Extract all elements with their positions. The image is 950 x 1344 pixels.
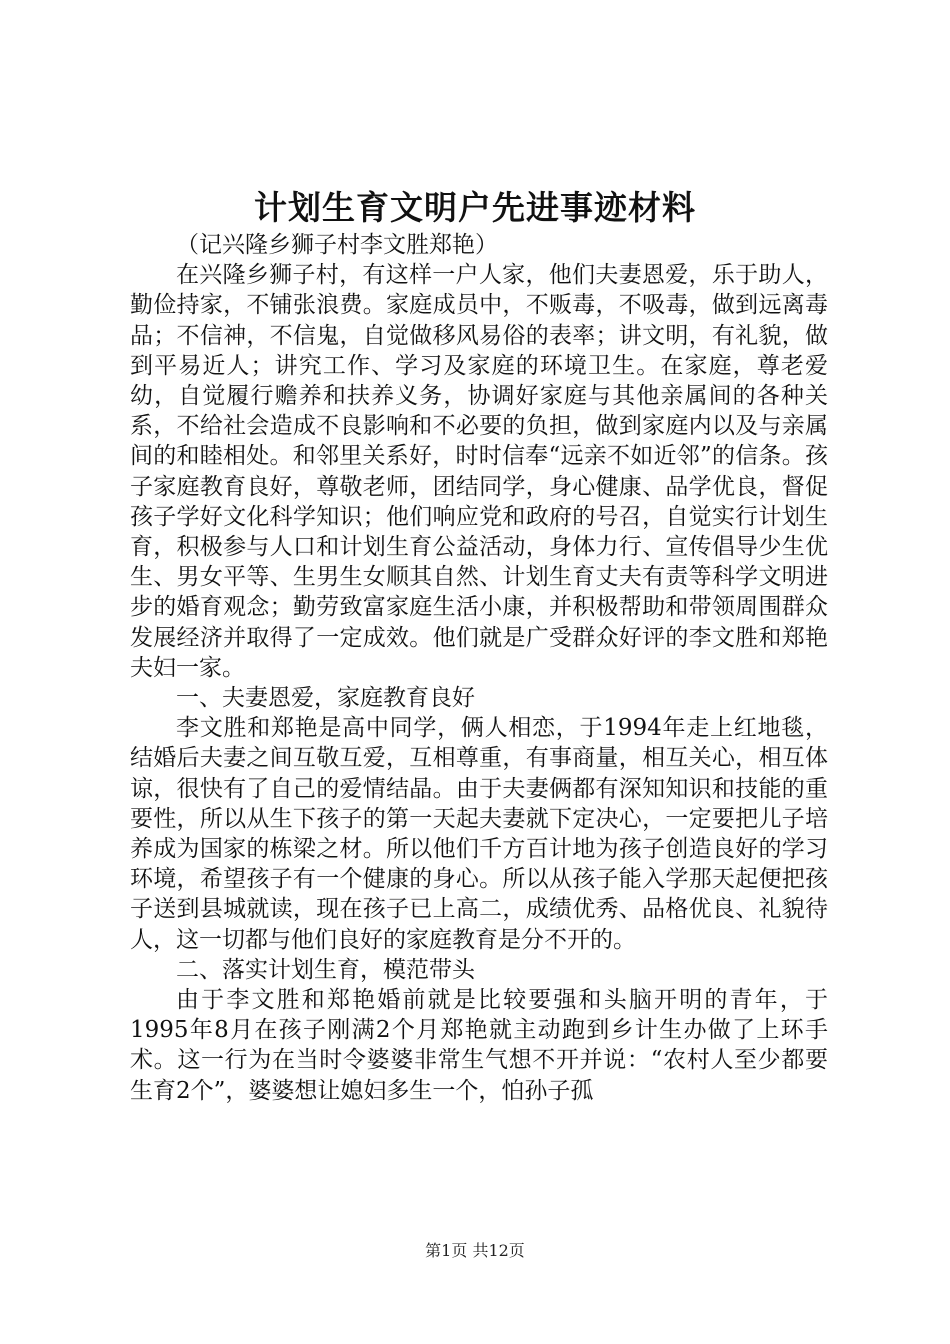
document-subtitle: （记兴隆乡狮子村李文胜郑艳） (176, 232, 498, 258)
section-heading-2: 二、落实计划生育，模范带头 (176, 956, 475, 983)
paragraph-section-2: 由于李文胜和郑艳婚前就是比较要强和头脑开明的青年，于1995年8月在孩子刚满2个月郑艳就主动跑到乡计生办做了上环手术。这一行为在当时令婆婆非常生气想不开并说：“农村人至少都要生育2个”，婆婆想让媳妇多生一个，怕孙子孤 (130, 987, 828, 1104)
paragraph-section-1: 李文胜和郑艳是高中同学，俩人相恋，于1994年走上红地毯，结婚后夫妻之间互敬互爱，互相尊重，有事商量，相互关心，相互体谅，很快有了自己的爱情结晶。由于夫妻俩都有深知知识和技能的重要性，所以从生下孩子的第一天起夫妻就下定决心，一定要把儿子培养成为国家的栋梁之材。所以他们千方百计地为孩子创造良好的学习环境，希望孩子有一个健康的身心。所以从孩子能入学那天起便把孩子送到县城就读，现在孩子已上高二，成绩优秀、品格优良、礼貌待人，这一切都与他们良好的家庭教育是分不开的。 (130, 715, 828, 953)
section-heading-1: 一、夫妻恩爱，家庭教育良好 (176, 685, 475, 712)
paragraph-intro: 在兴隆乡狮子村，有这样一户人家，他们夫妻恩爱，乐于助人，勤俭持家，不铺张浪费。家庭成员中，不贩毒，不吸毒，做到远离毒品；不信神，不信鬼，自觉做移风易俗的表率；讲文明，有礼貌，做到平易近人；讲究工作、学习及家庭的环境卫生。在家庭，尊老爱幼，自觉履行赡养和扶养义务，协调好家庭与其他亲属间的各种关系，不给社会造成不良影响和不必要的负担，做到家庭内以及与亲属间的和睦相处。和邻里关系好，时时信奉“远亲不如近邻”的信条。孩子家庭教育良好，尊敬老师，团结同学，身心健康、品学优良，督促孩子学好文化科学知识；他们响应党和政府的号召，自觉实行计划生育，积极参与人口和计划生育公益活动，身体力行、宣传倡导少生优生、男女平等、生男生女顺其自然、计划生育丈夫有责等科学文明进步的婚育观念；勤劳致富家庭生活小康，并积极帮助和带领周围群众发展经济并取得了一定成效。他们就是广受群众好评的李文胜和郑艳夫妇一家。 (130, 262, 828, 681)
document-body (130, 230, 828, 1106)
page-footer: 第1页 共12页 (425, 1241, 525, 1260)
document-title: 计划生育文明户先进事迹材料 (254, 188, 696, 227)
